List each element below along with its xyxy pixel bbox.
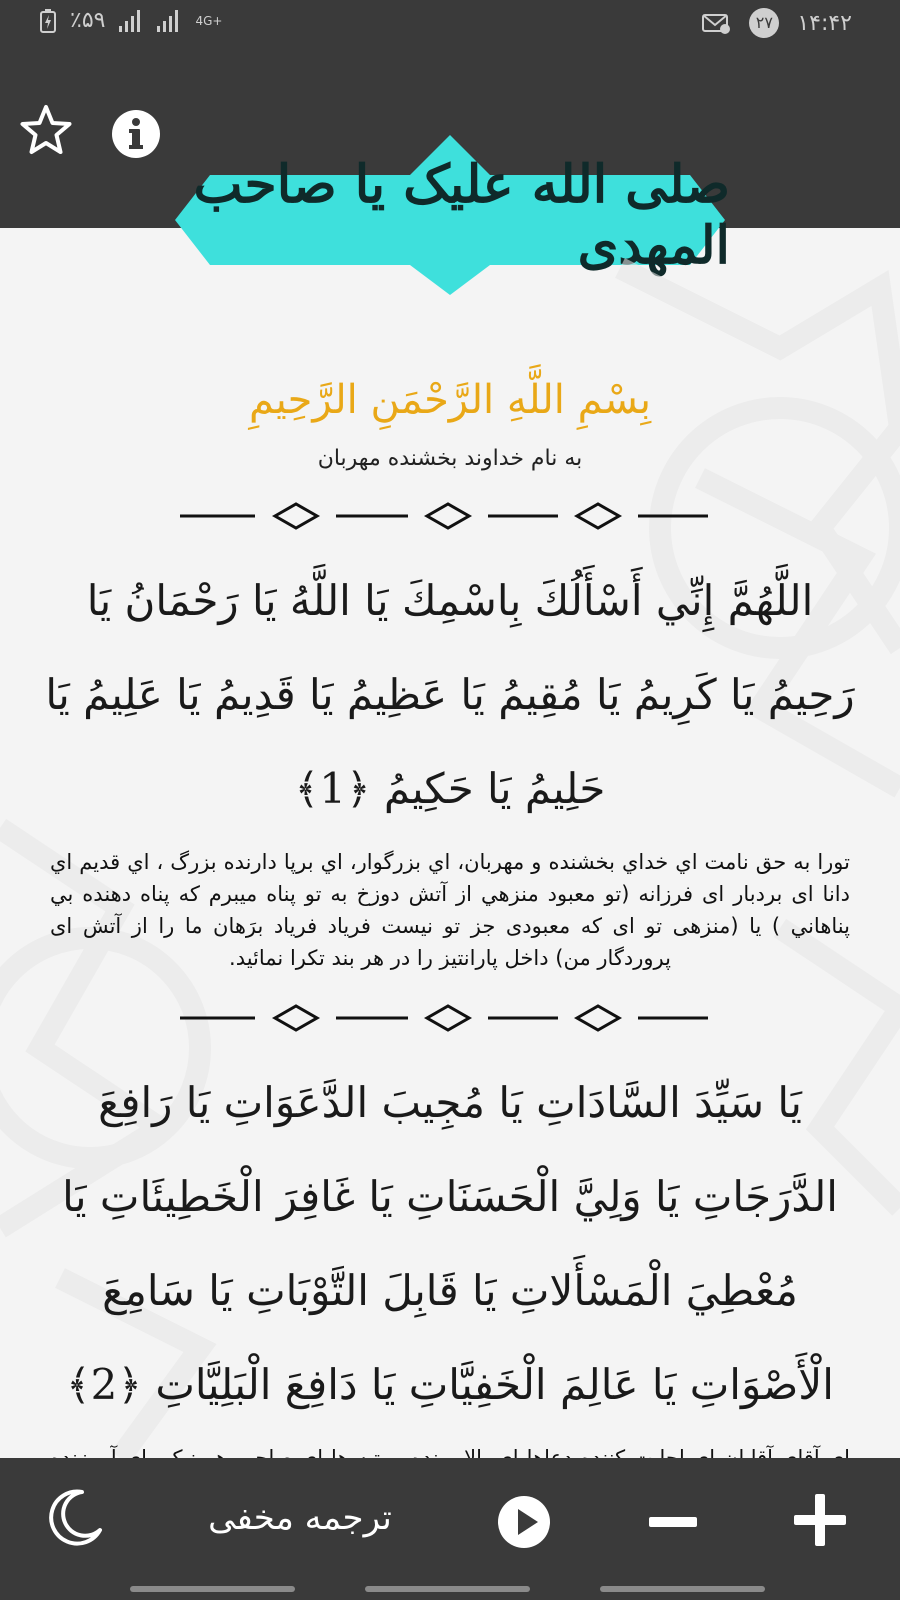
basmala-translation: به نام خداوند بخشنده مهربان <box>317 446 583 471</box>
nav-back-pill[interactable] <box>130 1586 295 1592</box>
info-icon <box>110 108 162 160</box>
battery-percent: ٪۵۹ <box>70 8 106 33</box>
info-button[interactable] <box>104 102 168 166</box>
signal-icon <box>119 10 143 32</box>
status-right <box>701 8 852 38</box>
plus-icon <box>790 1490 850 1550</box>
prayer-content <box>40 360 860 1516</box>
increase-font-button[interactable] <box>790 1490 850 1554</box>
nav-home-pill[interactable] <box>365 1586 530 1592</box>
star-icon <box>18 102 74 158</box>
arabic-verse-2: يَا سَيِّدَ السَّادَاتِ يَا مُجِيبَ الدَّعَوَاتِ يَا رَافِعَ الدَّرَجَاتِ يَا وَلِيَّ الْحَسَنَاتِ يَا غَافِرَ الْخَطِيئَاتِ يَا مُعْطِيَ الْمَسْأَلاتِ يَا قَابِلَ التَّوْبَاتِ يَا سَامِعَ الْأَصْوَاتِ يَا عَالِمَ الْخَفِيَّاتِ يَا دَافِعَ الْبَلِيَّاتِ ﴿2﴾ <box>62 1078 838 1409</box>
notification-muted-icon <box>701 11 731 35</box>
status-left <box>40 8 222 33</box>
status-bar <box>0 0 900 46</box>
battery-icon <box>40 9 56 33</box>
divider <box>40 998 860 1038</box>
nav-recents-pill[interactable] <box>600 1586 765 1592</box>
translation-toggle-button[interactable]: ترجمه مخفی <box>208 1498 392 1538</box>
signal-icon-2 <box>157 10 181 32</box>
moon-icon <box>42 1486 106 1550</box>
network-type: 4G+ <box>195 13 223 28</box>
decrease-font-button[interactable] <box>645 1494 701 1554</box>
notification-count-badge: ۲۷ <box>749 8 779 38</box>
minus-icon <box>645 1494 701 1550</box>
clock: ۱۴:۴۲ <box>797 10 852 36</box>
play-audio-button[interactable] <box>496 1494 552 1554</box>
divider <box>40 496 860 536</box>
translation-1: تورا به حق نامت اي خداي بخشنده و مهربان، اي بزرگوار، اي برپا دارنده بزرگ ، اي قديم اي دانا ای بردبار ای فرزانه (تو معبود منزهي از آتش دوزخ به تو پناه ميبرم که پناه دهنده بي پناهاني ) يا (منزهی تو ای که معبودی جز تو نيست فرياد فرياد برَهان ما را از آتش ای پروردگار من) داخل پارانتيز را در هر بند تکرا نمائيد. <box>50 850 850 970</box>
favorite-button[interactable] <box>14 98 78 162</box>
night-mode-button[interactable] <box>42 1486 106 1554</box>
play-icon <box>496 1494 552 1550</box>
bottom-toolbar <box>0 1458 900 1600</box>
arabic-verse-1: اللَّهُمَّ إِنِّي أَسْأَلُكَ بِاسْمِكَ يَا اللَّهُ يَا رَحْمَانُ يَا رَحِيمُ يَا كَرِيمُ يَا مُقِيمُ يَا عَظِيمُ يَا قَدِيمُ يَا عَلِيمُ يَا حَلِيمُ يَا حَكِيمُ ﴿1﴾ <box>45 576 855 813</box>
basmala: بِسْمِ اللَّهِ الرَّحْمَنِ الرَّحِيمِ <box>248 377 652 423</box>
banner-calligraphy: صلی الله علیک یا صاحب المهدی <box>193 154 730 276</box>
